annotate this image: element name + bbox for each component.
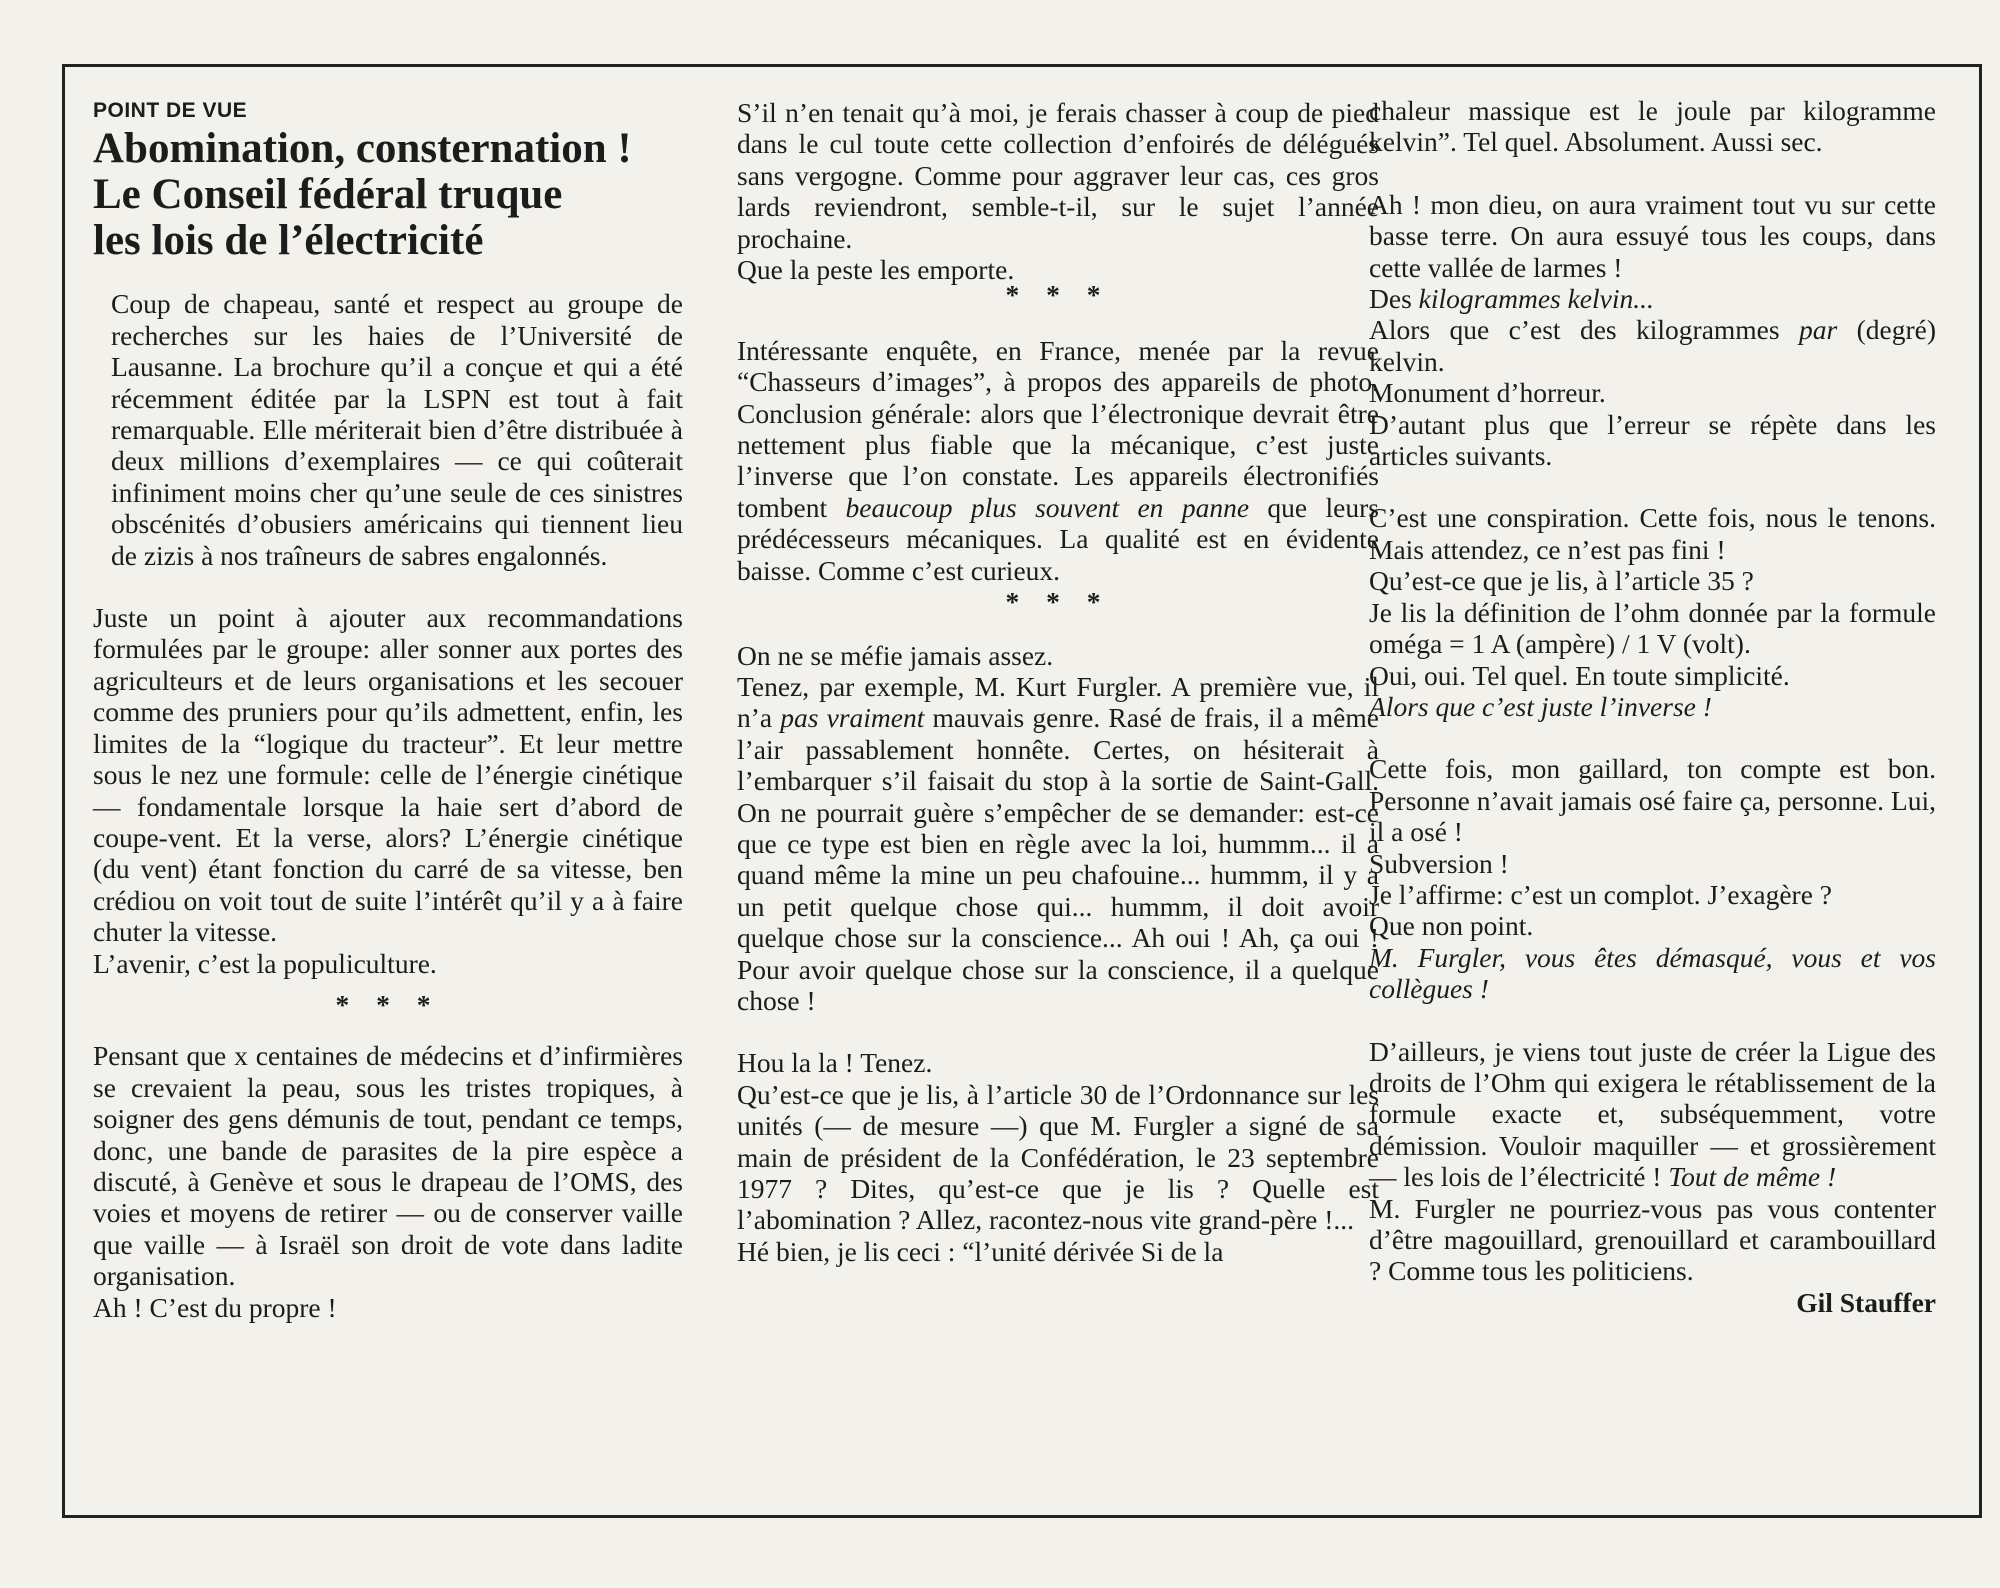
paragraph: C’est une conspiration. Cette fois, nous le tenons. Mais attendez, ce n’est pas fini ! bbox=[1369, 502, 1936, 565]
section-separator: * * * bbox=[335, 988, 441, 1020]
headline-line-3: les lois de l’électricité bbox=[93, 217, 484, 265]
paragraph: Que la peste les emporte. bbox=[737, 254, 1015, 286]
paragraph: S’il n’en tenait qu’à moi, je ferais chasser à coup de pied dans le cul toute cette collection d’enfoirés de délégués sans vergogne. Comme pour aggraver leur cas, ces gros lards reviendront, semble-t-il, sur le sujet l’année prochaine. bbox=[737, 97, 1379, 254]
section-separator: * * * bbox=[1005, 279, 1111, 311]
headline-line-1: Abomination, consternation ! bbox=[93, 125, 632, 173]
paragraph: Hou la la ! Tenez. bbox=[737, 1047, 933, 1079]
section-separator: * * * bbox=[1005, 586, 1111, 618]
paragraph: D’autant plus que l’erreur se répète dans les articles suivants. bbox=[1369, 408, 1936, 472]
kicker: POINT DE VUE bbox=[93, 99, 248, 122]
author-signature: Gil Stauffer bbox=[1796, 1286, 1936, 1318]
paragraph: Monument d’horreur. bbox=[1369, 377, 1606, 409]
paragraph: Hé bien, je lis ceci : “l’unité dérivée Si de la bbox=[737, 1235, 1224, 1267]
paragraph: D’ailleurs, je viens tout juste de créer la Ligue des droits de l’Ohm qui exigera le rétablissement de la formule exacte et, subséquemment, votre démission. Vouloir maquiller — et grossièrement — les lois de l’électricité ! Tout de même ! bbox=[1369, 1035, 1936, 1193]
article-frame bbox=[62, 64, 1982, 1518]
paragraph: Ah ! mon dieu, on aura vraiment tout vu sur cette basse terre. On aura essuyé tous les coups, dans cette vallée de larmes ! bbox=[1369, 188, 1936, 283]
paragraph: M. Furgler ne pourriez-vous pas vous contenter d’être magouillard, grenouillard et carambouillard ? Comme tous les politiciens. bbox=[1369, 1192, 1936, 1287]
paragraph: On ne se méfie jamais assez. bbox=[737, 639, 1054, 671]
paragraph: Subversion ! bbox=[1369, 847, 1509, 879]
headline-line-2: Le Conseil fédéral truque bbox=[93, 171, 563, 219]
paragraph: Tenez, par exemple, M. Kurt Furgler. A première vue, il n’a pas vraiment mauvais genre. Rasé de frais, il a même l’air passablement honnête. Certes, on hésiterait à l’embarquer s’il faisait du stop à la sortie de Saint-Gall. On ne pourrait guère s’empêcher de se demander: est-ce que ce type est bien en règle avec la loi, hummm... il a quand même la mine un peu chafouine... hummm, il y a un petit quelque chose qui... hummm, il doit avoir quelque chose sur la conscience... Ah oui ! Ah, ça oui ! Pour avoir quelque chose sur la conscience, il a quelque chose ! bbox=[737, 670, 1379, 1016]
paragraph: Je l’affirme: c’est un complot. J’exagère ? bbox=[1369, 878, 1832, 910]
paragraph: L’avenir, c’est la populiculture. bbox=[93, 947, 437, 979]
paragraph: Alors que c’est juste l’inverse ! bbox=[1369, 690, 1712, 722]
paragraph: Que non point. bbox=[1369, 910, 1534, 942]
paragraph: chaleur massique est le joule par kilogramme kelvin”. Tel quel. Absolument. Aussi sec. bbox=[1369, 95, 1936, 158]
paragraph: Qu’est-ce que je lis, à l’article 30 de l’Ordonnance sur les unités (— de mesure —) que M. Furgler a signé de sa main de président de la Confédération, le 23 septembre 1977 ? Dites, qu’est-ce que je lis ? Quelle est l’abomination ? Allez, racontez-nous vite grand-père !... bbox=[737, 1078, 1379, 1236]
paragraph: M. Furgler, vous êtes démasqué, vous et vos collègues ! bbox=[1369, 941, 1936, 1005]
paragraph: Juste un point à ajouter aux recommandations formulées par le groupe: aller sonner aux portes des agriculteurs et de leurs organisations et les secouer comme des pruniers pour qu’ils admettent, enfin, les limites de la “logique du tracteur”. Et leur mettre sous le nez une formule: celle de l’énergie cinétique — fondamentale lorsque la haie sert d’abord de coupe-vent. Et la verse, alors? L’énergie cinétique (du vent) étant fonction du carré de sa vitesse, ben crédiou on voit tout de suite l’intérêt qu’il y a à faire chuter la vitesse. bbox=[93, 602, 683, 948]
paragraph: Qu’est-ce que je lis, à l’article 35 ? bbox=[1369, 565, 1754, 597]
paragraph: Intéressante enquête, en France, menée par la revue “Chasseurs d’images”, à propos des appareils de photo. Conclusion générale: alors que l’électronique devrait être nettement plus fiable que la mécanique, c’est juste l’inverse que l’on constate. Les appareils électronifiés tombent beaucoup plus souvent en panne que leurs prédécesseurs mécaniques. La qualité est en évidente baisse. Comme c’est curieux. bbox=[737, 334, 1379, 586]
paragraph: Des kilogrammes kelvin... bbox=[1369, 283, 1654, 315]
paragraph: Cette fois, mon gaillard, ton compte est bon. Personne n’avait jamais osé faire ça, personne. Lui, il a osé ! bbox=[1369, 753, 1936, 848]
column-3 bbox=[1369, 95, 1936, 1318]
column-2 bbox=[737, 97, 1379, 1267]
paragraph: Oui, oui. Tel quel. En toute simplicité. bbox=[1369, 659, 1790, 691]
column-1 bbox=[93, 95, 683, 1323]
paragraph: Ah ! C’est du propre ! bbox=[93, 1291, 337, 1323]
paragraph: Coup de chapeau, santé et respect au groupe de recherches sur les haies de l’Université de Lausanne. La brochure qu’il a conçue et qui a été récemment éditée par la LSPN est tout à fait remarquable. Elle mériterait bien d’être distribuée à deux millions d’exemplaires — ce qui coûterait infiniment moins cher qu’une seule de ces sinistres obscénités d’obusiers américains qui tiennent lieu de zizis à nos traîneurs de sabres engalonnés. bbox=[111, 288, 683, 571]
paragraph: Alors que c’est des kilogrammes par (degré) kelvin. bbox=[1369, 314, 1936, 377]
paragraph: Pensant que x centaines de médecins et d’infirmières se crevaient la peau, sous les tristes tropiques, à soigner des gens démunis de tout, pendant ce temps, donc, une bande de parasites de la pire espèce a discuté, à Genève et sous le drapeau de l’OMS, des voies et moyens de retirer — ou de conserver vaille que vaille — à Israël son droit de vote dans ladite organisation. bbox=[93, 1040, 683, 1292]
paragraph: Je lis la définition de l’ohm donnée par la formule oméga = 1 A (ampère) / 1 V (volt). bbox=[1369, 596, 1936, 660]
headline bbox=[93, 126, 683, 264]
